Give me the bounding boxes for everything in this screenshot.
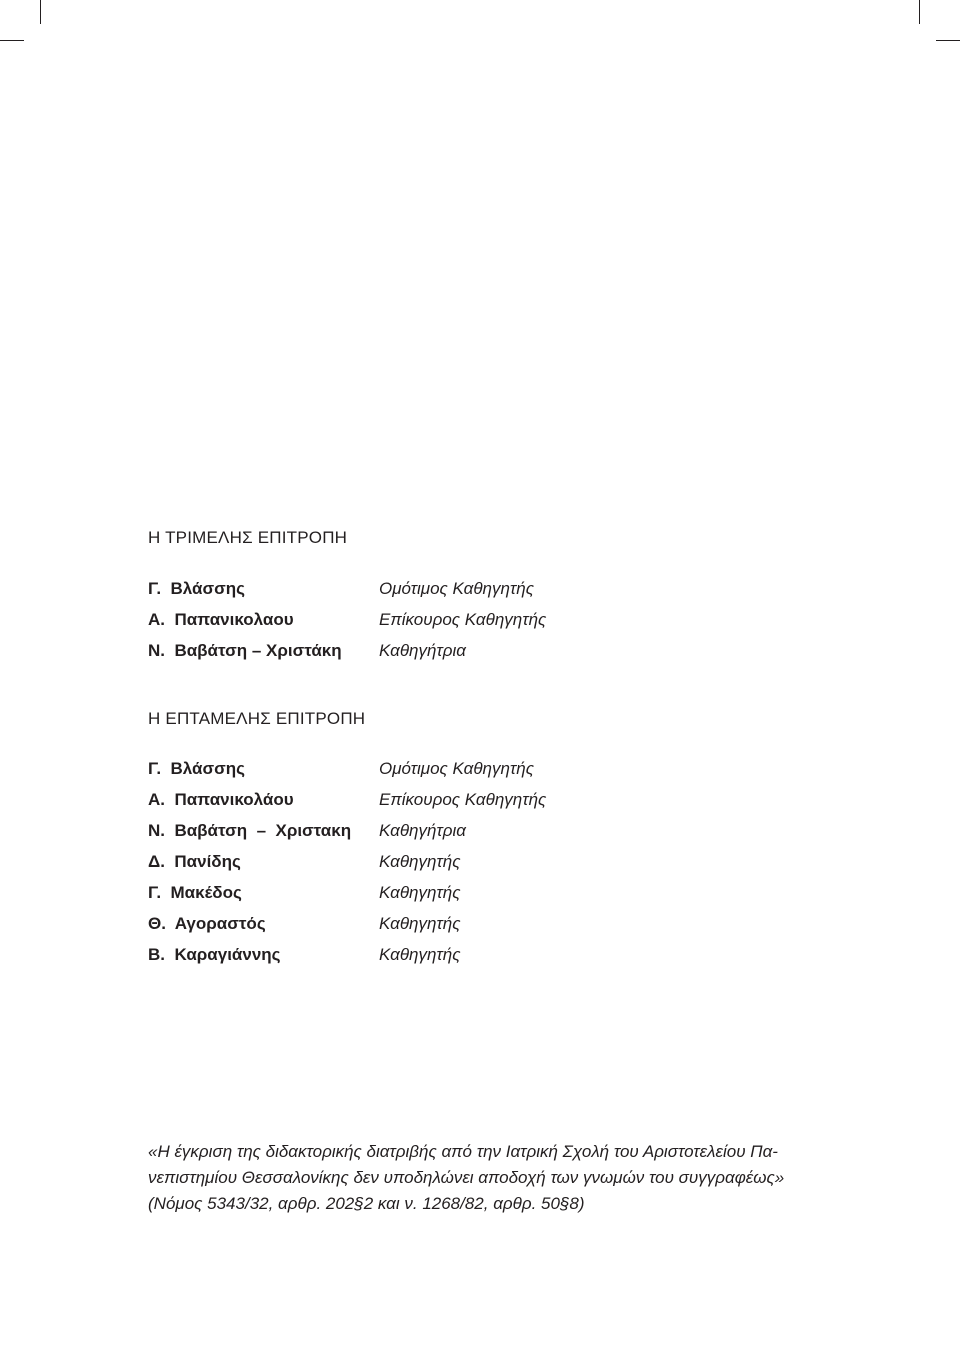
three-member-committee-heading: Η ΤΡΙΜΕΛΗΣ ΕΠΙΤΡΟΠΗ bbox=[148, 528, 348, 547]
legal-notice-line: «Η έγκριση της διδακτορικής διατριβής από την Ιατρική Σχολή του Αριστοτελείου Πα- bbox=[148, 1142, 778, 1161]
member-title: Καθηγητής bbox=[379, 945, 461, 964]
seven-member-committee-heading: Η ΕΠΤΑΜΕΛΗΣ ΕΠΙΤΡΟΠΗ bbox=[148, 709, 366, 728]
member-name: Δ. Πανίδης bbox=[148, 852, 241, 871]
member-name: Α. Παπανικολαου bbox=[148, 610, 294, 629]
member-title: Επίκουρος Καθηγητής bbox=[379, 790, 547, 809]
member-name: Γ. Βλάσσης bbox=[148, 759, 245, 778]
member-name: Θ. Αγοραστός bbox=[148, 914, 266, 933]
crop-mark-top-left-horizontal bbox=[0, 40, 24, 41]
member-title: Ομότιμος Καθηγητής bbox=[379, 579, 535, 598]
member-name: Ν. Βαβάτση – Χριστακη bbox=[148, 821, 352, 840]
member-title: Καθηγητής bbox=[379, 883, 461, 902]
member-title: Καθηγήτρια bbox=[379, 641, 466, 660]
legal-notice-line: νεπιστημίου Θεσσαλονίκης δεν υποδηλώνει αποδοχή των γνωμών του συγγραφέως» bbox=[148, 1168, 785, 1187]
member-title: Καθηγήτρια bbox=[379, 821, 466, 840]
member-name: Ν. Βαβάτση – Χριστάκη bbox=[148, 641, 342, 660]
legal-notice-line: (Νόμος 5343/32, αρθρ. 202§2 και ν. 1268/82, αρθρ. 50§8) bbox=[148, 1194, 585, 1213]
legal-notice bbox=[148, 1139, 818, 1217]
member-title: Ομότιμος Καθηγητής bbox=[379, 759, 535, 778]
member-title: Καθηγητής bbox=[379, 852, 461, 871]
member-title: Επίκουρος Καθηγητής bbox=[379, 610, 547, 629]
member-name: Β. Καραγιάννης bbox=[148, 945, 281, 964]
member-name: Γ. Μακέδος bbox=[148, 883, 242, 902]
crop-mark-top-right-horizontal bbox=[936, 40, 960, 41]
crop-mark-top-left-vertical bbox=[40, 0, 41, 24]
member-name: Γ. Βλάσσης bbox=[148, 579, 245, 598]
member-title: Καθηγητής bbox=[379, 914, 461, 933]
crop-mark-top-right-vertical bbox=[919, 0, 920, 24]
member-name: Α. Παπανικολάου bbox=[148, 790, 294, 809]
